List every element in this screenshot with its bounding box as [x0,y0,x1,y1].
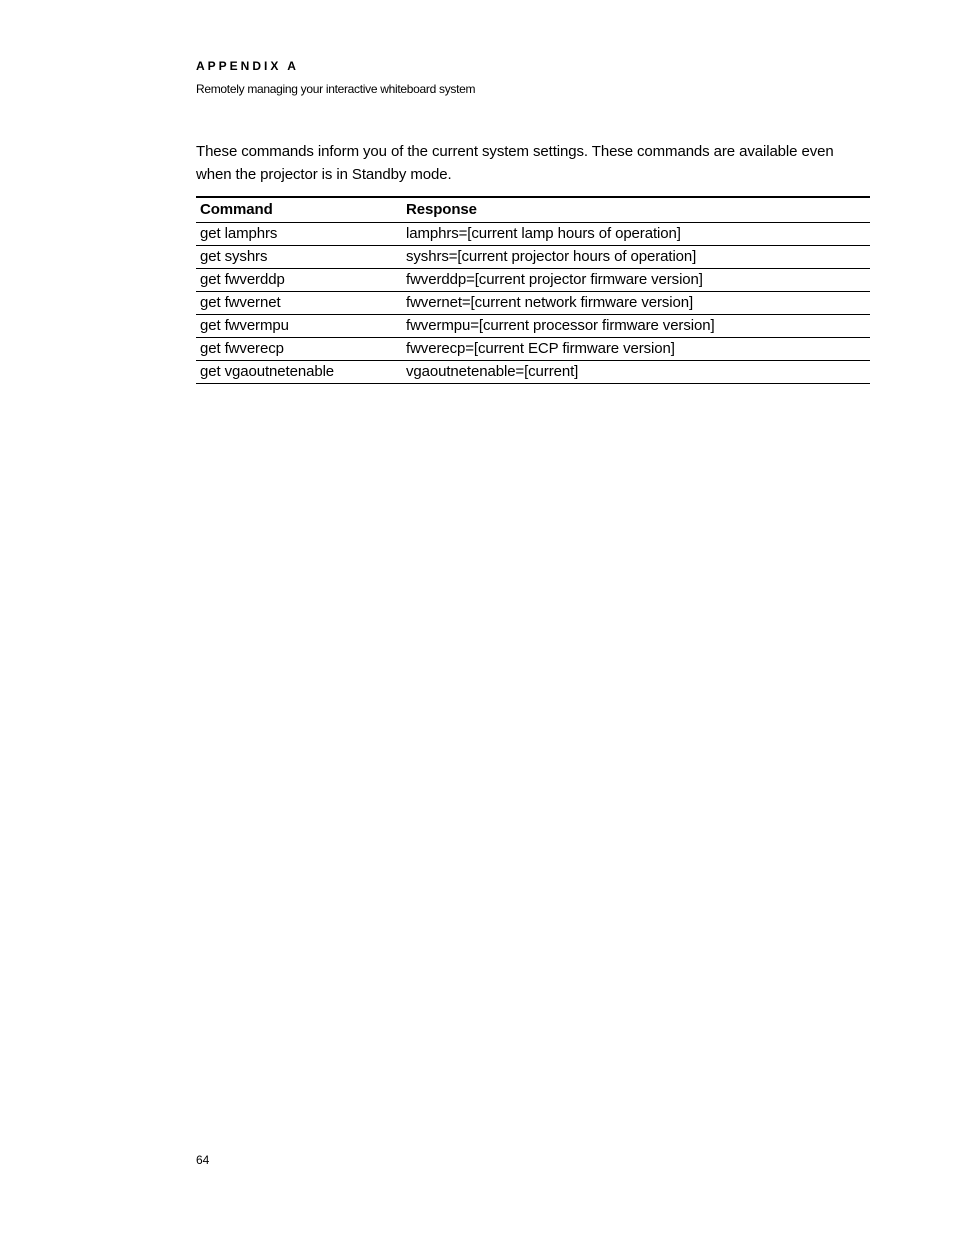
command-cell: get vgaoutnetenable [196,361,402,384]
response-cell: lamphrs=[current lamp hours of operation] [402,223,870,246]
table-row [196,269,870,292]
command-table [196,196,870,384]
table-row [196,292,870,315]
intro-paragraph: These commands inform you of the current system settings. These commands are available even when the projector is in Standby mode. [196,143,834,183]
page-number: 64 [196,1153,210,1167]
table-row [196,361,870,384]
response-cell: fwvernet=[current network firmware version] [402,292,870,315]
chapter-heading: APPENDIX A [196,59,299,73]
response-cell: fwverecp=[current ECP firmware version] [402,338,870,361]
command-cell: get syshrs [196,246,402,269]
column-header-response: Response [402,197,870,223]
command-cell: get fwverecp [196,338,402,361]
response-cell: fwverddp=[current projector firmware version] [402,269,870,292]
chapter-subtitle: Remotely managing your interactive whiteboard system [196,82,476,96]
table-row [196,315,870,338]
table-row [196,223,870,246]
command-cell: get fwvernet [196,292,402,315]
response-cell: vgaoutnetenable=[current] [402,361,870,384]
command-cell: get lamphrs [196,223,402,246]
table-row [196,338,870,361]
command-cell: get fwverddp [196,269,402,292]
table-header-row [196,197,870,223]
table-row [196,246,870,269]
response-cell: fwvermpu=[current processor firmware version] [402,315,870,338]
response-cell: syshrs=[current projector hours of operation] [402,246,870,269]
command-cell: get fwvermpu [196,315,402,338]
column-header-command: Command [196,197,402,223]
